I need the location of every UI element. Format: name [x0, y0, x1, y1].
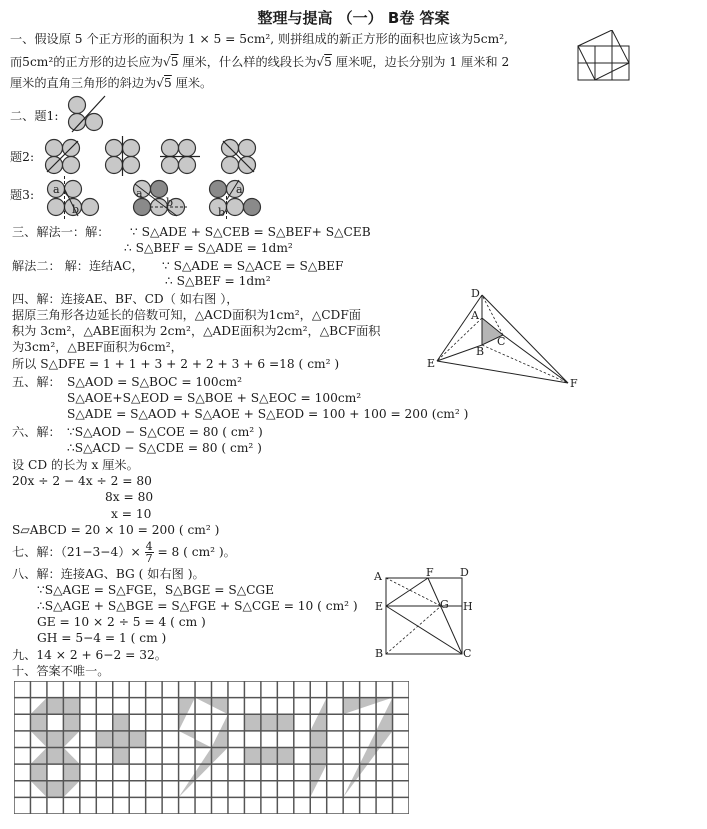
shape-8-part — [63, 781, 79, 798]
label-b: B — [375, 647, 384, 660]
q4-triangle-figure — [425, 283, 585, 391]
q4-line2: 据原三角形各边延长的倍数可知，△ACD面积为1cm²，△CDF面 — [12, 308, 361, 322]
q8-line3: ∴S△AGE + S△BGE = S△FGE + S△CGE = 10 ( cm² ) — [37, 599, 358, 613]
label-a: A — [374, 570, 382, 583]
q6-line4: 20x ÷ 2 − 4x ÷ 2 = 80 — [12, 474, 152, 488]
q8-line5: GH = 5−4 = 1 ( cm ) — [37, 631, 167, 645]
q8-line4: GE = 10 × 2 ÷ 5 = 4 ( cm ) — [37, 615, 206, 629]
q1-line3-b: 厘米。 — [171, 76, 213, 90]
sqrt-symbol: √ — [156, 76, 165, 90]
label-d: D — [471, 287, 480, 300]
q6-line2: ∴S△ACD − S△CDE = 80 ( cm² ) — [67, 441, 262, 455]
q3-method1-line1: ∵ S△ADE + S△CEB = S△BEF+ S△CEB — [130, 225, 371, 239]
shape-5-part — [179, 748, 228, 798]
q7-fraction — [145, 541, 154, 564]
shape-7-part — [343, 698, 392, 715]
q1-square-figure — [574, 30, 640, 86]
q6-label: 六、解： — [12, 425, 61, 439]
shape-8-part — [30, 748, 46, 765]
sqrt-symbol: √ — [162, 55, 171, 69]
label-e: E — [427, 357, 436, 370]
shape-8-part — [63, 714, 79, 731]
shape-plus-part — [96, 731, 145, 748]
q1-radicand-3: 5 — [164, 76, 172, 90]
q2-label-2: 题2: — [10, 150, 35, 164]
label-c: C — [463, 647, 472, 660]
q6-line3: 设 CD 的长为 x 厘米。 — [12, 458, 139, 472]
q3-method2-label: 解法二： 解：连结AC， — [12, 259, 144, 273]
q4-line4: 为3cm²，△BEF面积为6cm²， — [12, 340, 183, 354]
q4-line5: 所以 S△DFE = 1 + 1 + 3 + 2 + 2 + 3 + 6 =18 ( cm² ) — [12, 357, 340, 371]
q2-label-3: 题3: — [10, 188, 35, 202]
shape-8-part — [30, 714, 46, 731]
q2-label-1: 二、题1: — [10, 109, 59, 123]
q3-method1-label: 三、解法一：解： — [12, 225, 110, 239]
label-c: C — [497, 335, 506, 348]
q2-fig3-label-b: b — [72, 203, 80, 216]
q1-line3-a: 厘米的直角三角形的斜边为 — [10, 76, 157, 90]
q10-line1: 十、答案不唯一。 — [12, 664, 110, 678]
shape-8-part — [63, 731, 79, 748]
label-h: H — [463, 600, 473, 613]
q3-method1-line2: ∴ S△BEF = S△ADE = 1dm² — [124, 241, 293, 255]
square-abcd — [386, 578, 462, 654]
q9-line1: 九、14 × 2 + 6−2 = 32。 — [12, 648, 167, 662]
q1-line2-a: 而5cm²的正方形的边长应为 — [10, 55, 163, 69]
label-g: G — [440, 598, 449, 611]
q2-fig3-label-b: b — [166, 196, 174, 209]
shape-8-part — [63, 748, 79, 765]
q8-line2: ∵S△AGE = S△FGE，S△BGE = S△CGE — [37, 583, 275, 597]
page-title: 整理与提高 （一） B卷 答案 — [257, 9, 450, 27]
shape-8-part — [63, 764, 79, 781]
q2-fig3-label-a: a — [136, 187, 143, 200]
q6-line1: ∵S△AOD − S△COE = 80 ( cm² ) — [67, 425, 263, 439]
q6-line5: 8x = 80 — [105, 490, 154, 504]
shape-equals-part — [244, 748, 293, 765]
q1-radicand-1: 5 — [170, 55, 179, 69]
shape-8-part — [30, 781, 46, 798]
q7-frac-num: 4 — [145, 540, 153, 553]
q5-line2: S△AOE+S△EOD = S△BOE + S△EOC = 100cm² — [67, 391, 362, 405]
shape-8-part — [30, 731, 46, 748]
label-f: F — [570, 377, 578, 390]
q2-fig3 — [42, 176, 272, 222]
q5-label: 五、解： — [12, 375, 61, 389]
q4-line3: 积为 3cm²，△ABE面积为 2cm²，△ADE面积为2cm²，△BCF面积 — [12, 324, 381, 338]
q6-line7: S▱ABCD = 20 × 10 = 200 ( cm² ) — [12, 523, 220, 537]
q1-radicand-2: 5 — [324, 55, 332, 69]
q8-rectangle-figure — [370, 563, 480, 663]
q1-line2 — [10, 54, 509, 70]
label-a: A — [471, 309, 479, 322]
q7-prefix: 七、解：（21−3−4）× — [12, 545, 141, 559]
q10-grid-figure — [14, 681, 409, 814]
q1-line1: 一、假设原 5 个正方形的面积为 1 × 5 = 5cm², 则拼组成的新正方形的面积也应该为5cm², — [10, 32, 508, 46]
q2-fig3-label-b: b — [218, 206, 226, 219]
q3-method2-line2: ∴ S△BEF = 1dm² — [165, 274, 271, 288]
shape-8-part — [47, 698, 63, 715]
q7-suffix: = 8 ( cm² )。 — [157, 545, 236, 559]
q2-fig3-label-a: a — [236, 183, 243, 196]
sqrt-symbol: √ — [316, 55, 325, 69]
q2-fig2 — [42, 136, 272, 176]
q4-line1: 四、解：连接AE、BF、CD（ 如右图 ）， — [12, 292, 239, 306]
q1-line3 — [10, 75, 212, 91]
tilted-square — [578, 30, 629, 80]
label-d: D — [460, 566, 469, 579]
shape-equals-part — [244, 714, 293, 731]
label-e: E — [375, 600, 384, 613]
label-b: B — [476, 345, 485, 358]
q8-line1: 八、解：连接AG、BG ( 如右图 )。 — [12, 567, 205, 581]
q3-method2-line1: ∵ S△ADE = S△ACE = S△BEF — [162, 259, 344, 273]
q5-line1: S△AOD = S△BOC = 100cm² — [67, 375, 242, 389]
shape-8-part — [47, 781, 63, 798]
q2-fig3-label-a: a — [53, 183, 60, 196]
q5-line3: S△ADE = S△AOD + S△AOE + S△EOD = 100 + 100 = 200 (cm² ) — [67, 407, 469, 421]
q1-line2-c: 厘米呢，边长分别为 1 厘米和 2 — [331, 55, 510, 69]
q1-line2-b: 厘米，什么样的线段长为 — [178, 55, 317, 69]
q6-line6: x = 10 — [111, 507, 152, 521]
shape-8-part — [30, 764, 46, 781]
q7-frac-den: 7 — [145, 552, 153, 565]
q2-fig1 — [60, 94, 110, 134]
label-f: F — [426, 566, 434, 579]
q7-line — [12, 541, 236, 564]
